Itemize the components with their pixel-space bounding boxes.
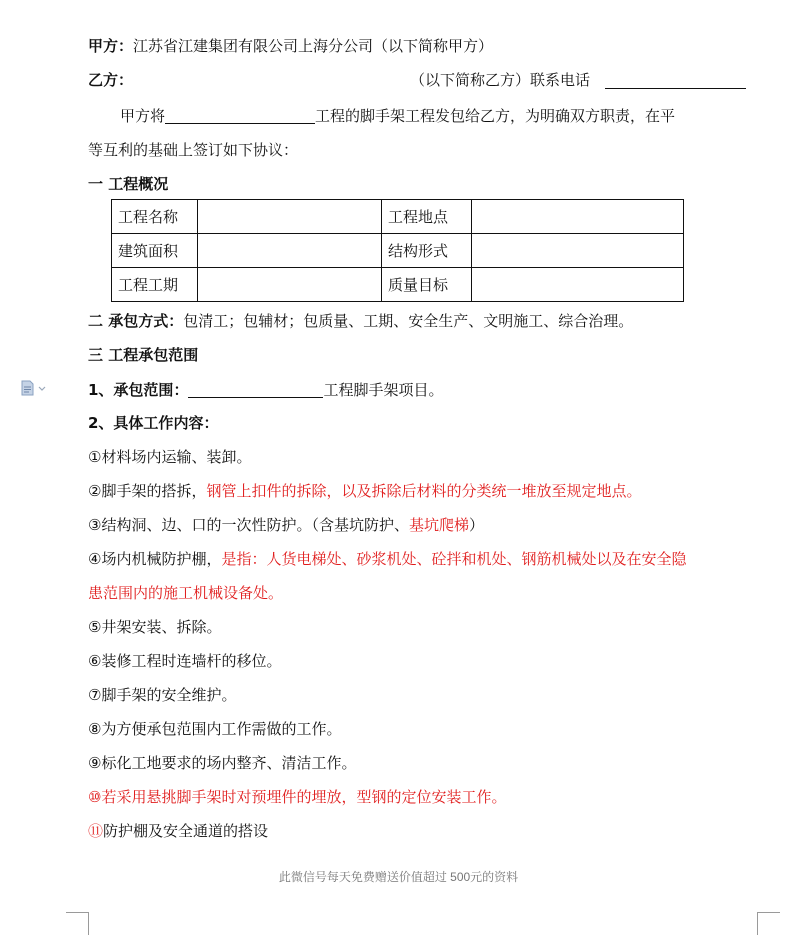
work-item-2-highlight: 钢管上扣件的拆除，以及拆除后材料的分类统一堆放至规定地点。 (206, 482, 642, 500)
work-item-4-continued: 患范围内的施工机械设备处。 (88, 584, 284, 602)
table-row (112, 200, 684, 234)
party-a-label: 甲方： (88, 37, 134, 55)
table-key: 建筑面积 (112, 234, 198, 268)
section-2-title: 二 承包方式： (88, 312, 184, 330)
page-corner-mark-left (66, 912, 89, 935)
work-item-5: ⑤井架安装、拆除。 (88, 618, 222, 636)
work-item-4 (88, 549, 686, 569)
table-key: 工程工期 (112, 268, 198, 302)
work-item-11-text: 防护棚及安全通道的搭设 (103, 822, 269, 840)
work-item-6: ⑥装修工程时连墙杆的移位。 (88, 652, 282, 670)
page-corner-mark-right (757, 912, 780, 935)
intro-pre: 甲方将 (120, 107, 166, 125)
work-item-3-highlight: 基坑爬梯 (408, 516, 469, 534)
intro-line-2: 等互利的基础上签订如下协议： (88, 141, 299, 159)
work-item-4-text: ④场内机械防护棚， (88, 550, 222, 568)
table-value[interactable] (198, 234, 382, 268)
scope-line (88, 379, 443, 400)
party-b-line (88, 70, 748, 90)
table-value[interactable] (472, 200, 684, 234)
section-1-title: 一 工程概况 (88, 175, 169, 193)
party-a-line (88, 36, 493, 56)
work-item-11 (88, 821, 268, 841)
table-value[interactable] (472, 268, 684, 302)
work-item-9: ⑨标化工地要求的场内整齐、清洁工作。 (88, 754, 357, 772)
document-outline-icon[interactable] (20, 380, 50, 400)
work-item-10: ⑩若采用悬挑脚手架时对预埋件的埋放，型钢的定位安装工作。 (88, 788, 507, 806)
table-row (112, 234, 684, 268)
intro-post: 工程的脚手架工程发包给乙方，为明确双方职责，在平 (315, 107, 676, 125)
section-2-text: 包清工；包辅材；包质量、工期、安全生产、文明施工、综合治理。 (183, 312, 634, 330)
work-item-3-text: ③结构洞、边、口的一次性防护。（含基坑防护、 (88, 516, 409, 534)
project-overview-table (111, 199, 684, 302)
table-row (112, 268, 684, 302)
party-b-text: （以下简称乙方）联系电话 (410, 71, 591, 89)
table-value[interactable] (198, 268, 382, 302)
section-2-line (88, 311, 633, 331)
footer-note: 此微信号每天免费赠送价值超过 500元的资料 (278, 870, 519, 884)
work-item-2 (88, 481, 641, 501)
table-value[interactable] (198, 200, 382, 234)
party-a-text: 江苏省江建集团有限公司上海分公司（以下简称甲方） (133, 37, 494, 55)
party-b-label: 乙方： (88, 71, 134, 89)
table-key: 工程名称 (112, 200, 198, 234)
work-item-8: ⑧为方便承包范围内工作需做的工作。 (88, 720, 342, 738)
scope-label: 1、承包范围： (88, 381, 189, 399)
project-name-blank[interactable] (165, 105, 315, 124)
work-item-3-close: ） (468, 516, 484, 534)
work-item-7: ⑦脚手架的安全维护。 (88, 686, 237, 704)
section-3-title: 三 工程承包范围 (88, 346, 199, 364)
scope-blank[interactable] (188, 379, 323, 398)
work-item-4-highlight: 是指：人货电梯处、砂浆机处、砼拌和机处、钢筋机械处以及在安全隐 (221, 550, 687, 568)
table-key: 结构形式 (382, 234, 472, 268)
work-item-3 (88, 515, 484, 535)
work-item-2-text: ②脚手架的搭拆， (88, 482, 207, 500)
scope-text: 工程脚手架项目。 (323, 381, 444, 399)
table-value[interactable] (472, 234, 684, 268)
table-key: 质量目标 (382, 268, 472, 302)
work-item-1: ①材料场内运输、装卸。 (88, 448, 252, 466)
intro-line-1 (120, 105, 675, 126)
work-content-label: 2、具体工作内容： (88, 414, 219, 432)
table-key: 工程地点 (382, 200, 472, 234)
work-item-11-number: ⑪ (88, 822, 104, 840)
phone-blank[interactable] (605, 70, 746, 89)
